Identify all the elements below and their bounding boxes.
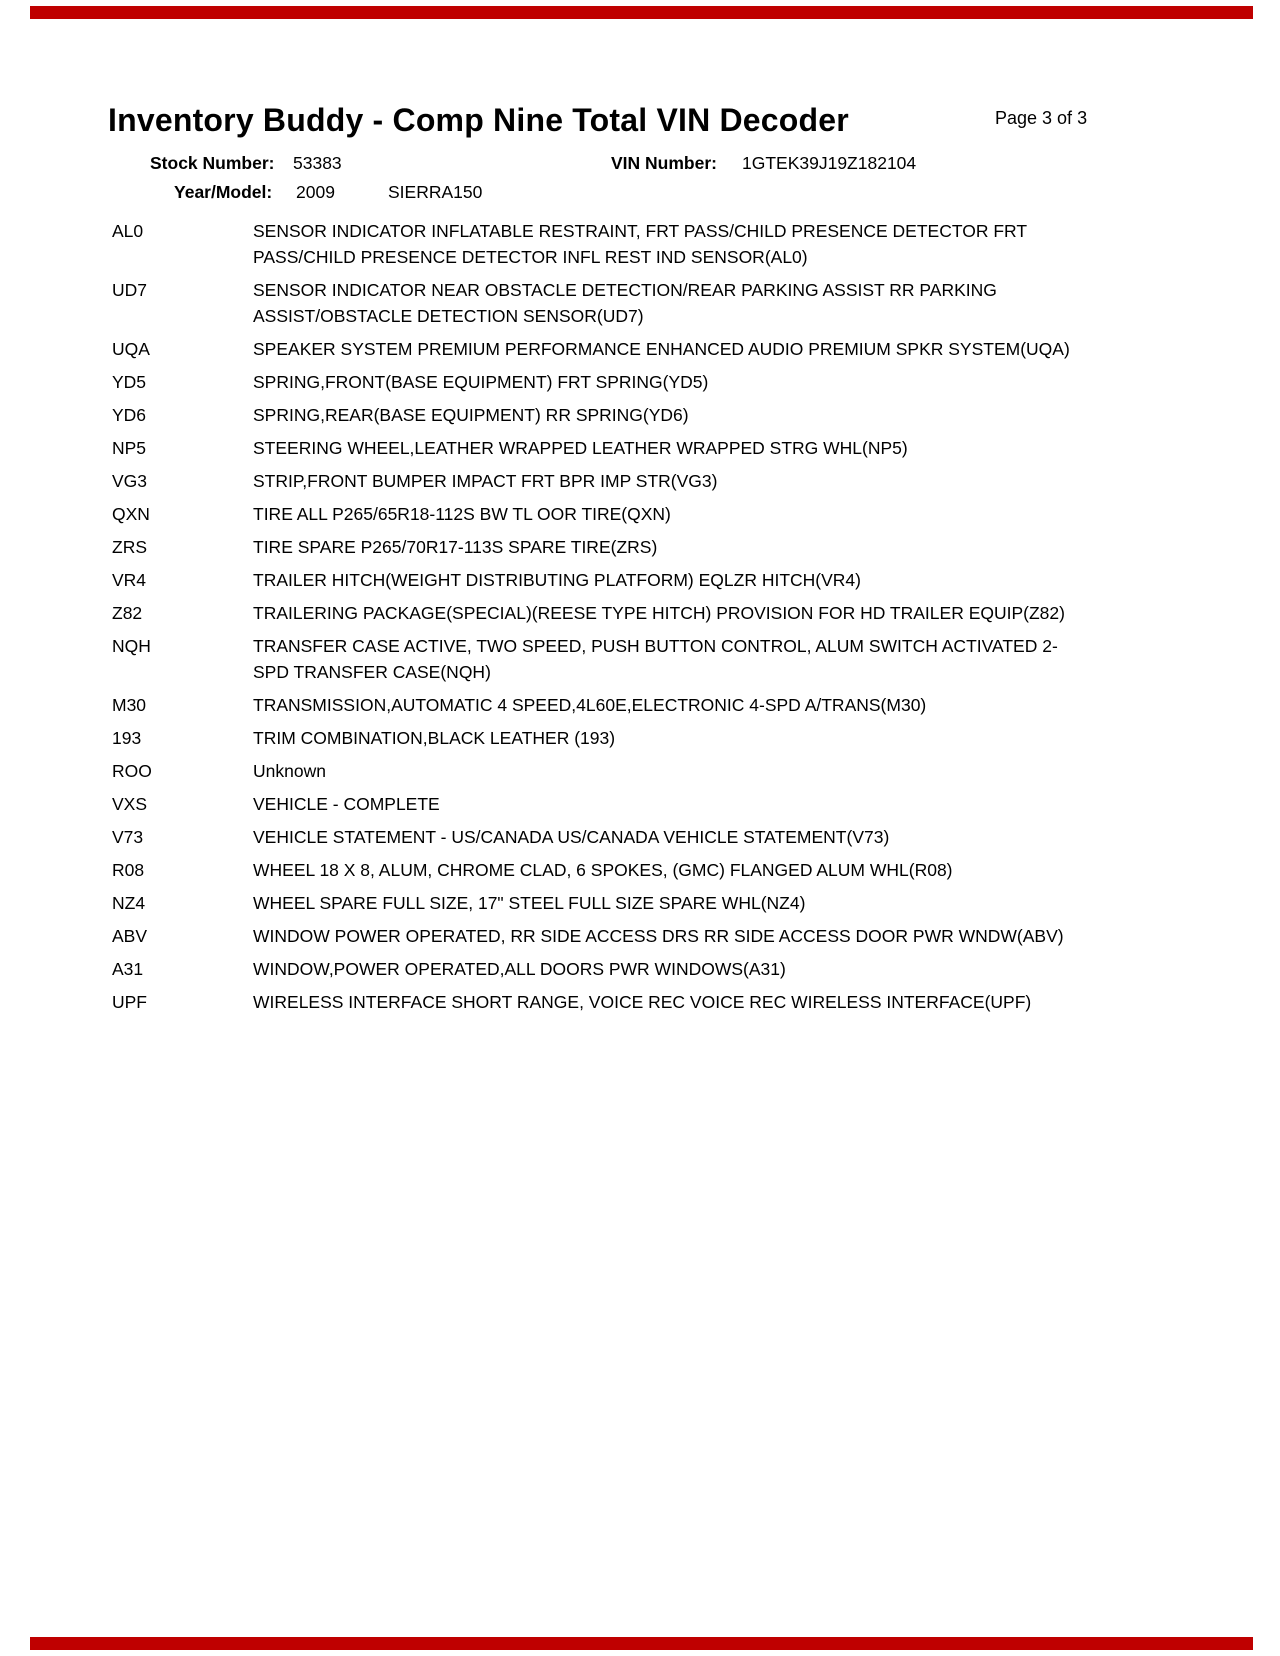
- option-code: NQH: [112, 636, 151, 656]
- option-code: YD5: [112, 372, 147, 392]
- option-code: R08: [112, 860, 145, 880]
- option-description: STEERING WHEEL,LEATHER WRAPPED LEATHER WRAPPED STRG WHL(NP5): [253, 438, 908, 458]
- option-description: TRANSMISSION,AUTOMATIC 4 SPEED,4L60E,ELECTRONIC 4-SPD A/TRANS(M30): [253, 695, 927, 715]
- option-code: 193: [112, 728, 142, 748]
- option-code: ZRS: [112, 537, 147, 557]
- option-description: TIRE ALL P265/65R18-112S BW TL OOR TIRE(QXN): [253, 504, 671, 524]
- option-code: NP5: [112, 438, 147, 458]
- options-list: [112, 218, 1089, 1015]
- option-code: ABV: [112, 926, 148, 946]
- vin-number-label: VIN Number:: [611, 153, 717, 173]
- option-description: WINDOW POWER OPERATED, RR SIDE ACCESS DRS RR SIDE ACCESS DOOR PWR WNDW(ABV): [253, 926, 1064, 946]
- option-description: WINDOW,POWER OPERATED,ALL DOORS PWR WINDOWS(A31): [253, 959, 786, 979]
- option-description: STRIP,FRONT BUMPER IMPACT FRT BPR IMP STR(VG3): [253, 471, 718, 491]
- stock-number-value: 53383: [293, 153, 342, 173]
- option-code: VG3: [112, 471, 148, 491]
- option-description: SPRING,FRONT(BASE EQUIPMENT) FRT SPRING(YD5): [253, 372, 709, 392]
- option-code: YD6: [112, 405, 147, 425]
- bottom-scan-bar: [30, 1637, 1253, 1650]
- option-code: VXS: [112, 794, 148, 814]
- option-description: WHEEL SPARE FULL SIZE, 17" STEEL FULL SIZE SPARE WHL(NZ4): [253, 893, 806, 913]
- option-description: SPEAKER SYSTEM PREMIUM PERFORMANCE ENHANCED AUDIO PREMIUM SPKR SYSTEM(UQA): [253, 339, 1070, 359]
- top-scan-bar: [30, 6, 1253, 19]
- page-title: Inventory Buddy - Comp Nine Total VIN Decoder: [108, 102, 849, 138]
- option-code: AL0: [112, 221, 144, 241]
- option-description: TRAILER HITCH(WEIGHT DISTRIBUTING PLATFORM) EQLZR HITCH(VR4): [253, 570, 861, 590]
- option-code: UD7: [112, 280, 148, 300]
- option-code: M30: [112, 695, 147, 715]
- option-code: Z82: [112, 603, 143, 623]
- option-code: UQA: [112, 339, 150, 359]
- model-value: SIERRA150: [388, 182, 483, 202]
- option-description: VEHICLE STATEMENT - US/CANADA US/CANADA VEHICLE STATEMENT(V73): [253, 827, 890, 847]
- option-description: TRAILERING PACKAGE(SPECIAL)(REESE TYPE HITCH) PROVISION FOR HD TRAILER EQUIP(Z82): [253, 603, 1065, 623]
- option-description: WHEEL 18 X 8, ALUM, CHROME CLAD, 6 SPOKES, (GMC) FLANGED ALUM WHL(R08): [253, 860, 953, 880]
- page-number: Page 3 of 3: [995, 108, 1088, 128]
- option-description: TIRE SPARE P265/70R17-113S SPARE TIRE(ZRS): [253, 537, 658, 557]
- option-description: WIRELESS INTERFACE SHORT RANGE, VOICE REC VOICE REC WIRELESS INTERFACE(UPF): [253, 992, 1032, 1012]
- option-description: SPRING,REAR(BASE EQUIPMENT) RR SPRING(YD6): [253, 405, 689, 425]
- option-code: QXN: [112, 504, 150, 524]
- option-code: UPF: [112, 992, 147, 1012]
- stock-number-label: Stock Number:: [150, 153, 275, 173]
- option-description: TRIM COMBINATION,BLACK LEATHER (193): [253, 728, 616, 748]
- option-code: A31: [112, 959, 144, 979]
- option-code: NZ4: [112, 893, 146, 913]
- option-code: VR4: [112, 570, 147, 590]
- option-description: Unknown: [253, 761, 326, 781]
- option-code: ROO: [112, 761, 152, 781]
- option-description: VEHICLE - COMPLETE: [253, 794, 440, 814]
- option-description: SENSOR INDICATOR INFLATABLE RESTRAINT, FRT PASS/CHILD PRESENCE DETECTOR FRT PASS/CHILD PRESENCE DETECTOR INFL REST IND SENSOR(AL0): [253, 221, 1027, 267]
- year-model-label: Year/Model:: [174, 182, 273, 202]
- option-description: TRANSFER CASE ACTIVE, TWO SPEED, PUSH BUTTON CONTROL, ALUM SWITCH ACTIVATED 2-SPD TRANSFER CASE(NQH): [253, 636, 1058, 682]
- option-description: SENSOR INDICATOR NEAR OBSTACLE DETECTION/REAR PARKING ASSIST RR PARKING ASSIST/OBSTACLE DETECTION SENSOR(UD7): [253, 280, 997, 326]
- vin-number-value: 1GTEK39J19Z182104: [742, 153, 917, 173]
- year-value: 2009: [296, 182, 335, 202]
- option-code: V73: [112, 827, 144, 847]
